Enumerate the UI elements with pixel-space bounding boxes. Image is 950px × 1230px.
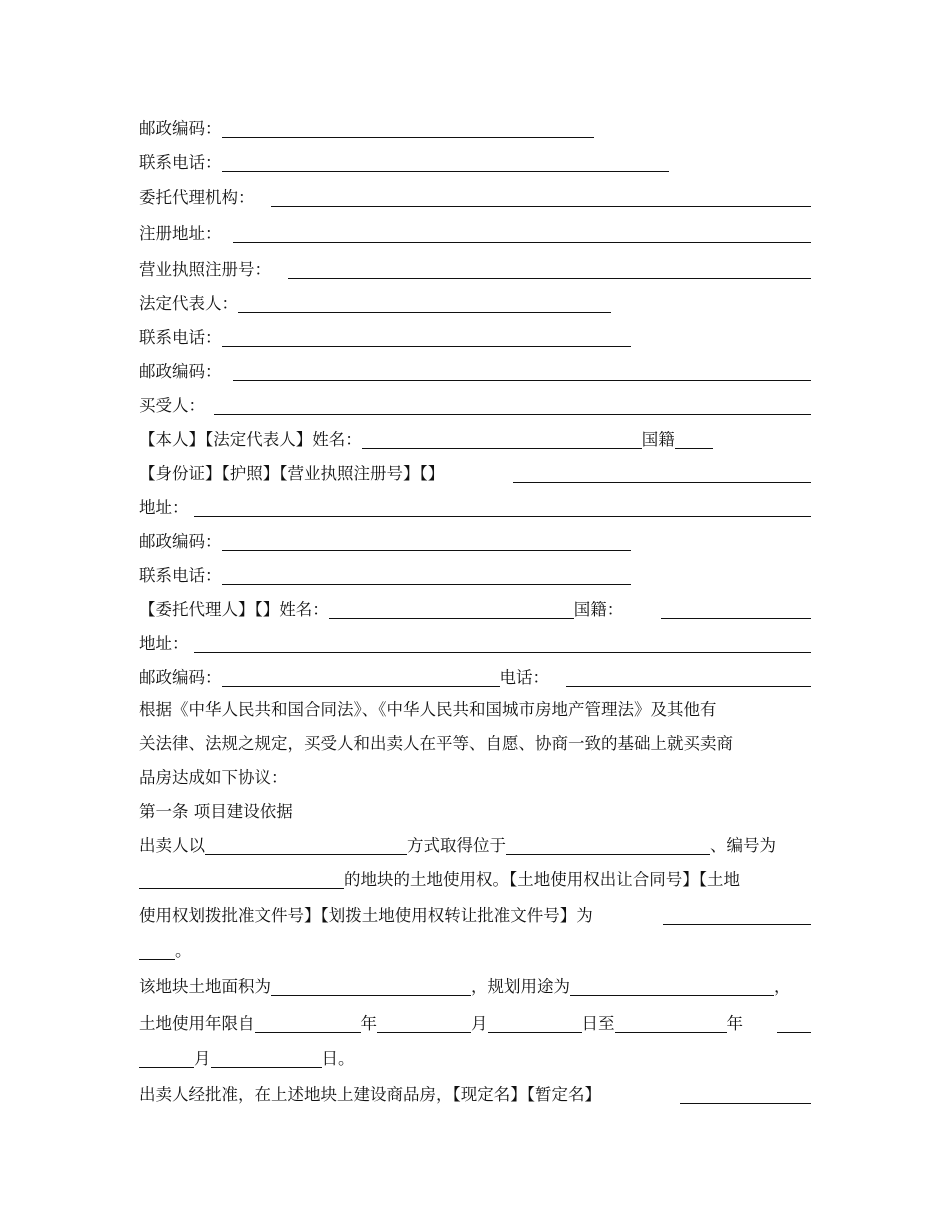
blank-field[interactable] xyxy=(570,977,774,996)
agent-line xyxy=(139,597,811,623)
blank-field[interactable] xyxy=(222,328,631,347)
id-type-line xyxy=(139,461,811,487)
blank-field[interactable] xyxy=(222,119,594,138)
blank-field[interactable] xyxy=(222,153,669,172)
label-license-number: 营业执照注册号： xyxy=(139,260,271,279)
label-address: 地址： xyxy=(139,634,189,653)
label-postal-code: 邮政编码： xyxy=(139,119,222,138)
blank-field[interactable] xyxy=(211,1049,322,1068)
article-text: 月 xyxy=(471,1014,488,1033)
article-text: 月 xyxy=(194,1049,211,1068)
blank-field[interactable] xyxy=(663,924,811,925)
postal-code-line-2 xyxy=(139,359,811,385)
article-text: 出卖人以 xyxy=(139,836,205,855)
article-heading xyxy=(139,799,811,825)
postal-code-line-1 xyxy=(139,116,811,142)
blank-field[interactable] xyxy=(271,977,471,996)
article-text: 年 xyxy=(726,1014,743,1033)
article-1-heading: 第一条 项目建设依据 xyxy=(139,802,293,821)
label-agency: 委托代理机构： xyxy=(139,188,255,207)
blank-field[interactable] xyxy=(566,686,811,687)
article-1-line-8 xyxy=(139,1082,811,1108)
buyer-name-line xyxy=(139,427,811,453)
blank-field[interactable] xyxy=(513,482,811,483)
preamble-line-3 xyxy=(139,765,811,791)
article-1-line-4 xyxy=(139,938,811,964)
article-text: 使用权划拨批准文件号】【划拨土地使用权转让批准文件号】为 xyxy=(139,906,593,925)
article-text: 年 xyxy=(360,1014,377,1033)
preamble-text: 关法律、法规之规定，买受人和出卖人在平等、自愿、协商一致的基础上就买卖商 xyxy=(139,734,733,753)
label-agent-name: 【委托代理人】【】姓名： xyxy=(139,600,329,619)
blank-field[interactable] xyxy=(139,1049,194,1068)
preamble-line-2 xyxy=(139,731,811,757)
label-phone: 联系电话： xyxy=(139,328,222,347)
label-nationality: 国籍： xyxy=(573,600,624,619)
blank-field[interactable] xyxy=(777,1032,811,1033)
blank-field[interactable] xyxy=(680,1103,811,1104)
blank-field[interactable] xyxy=(222,566,631,585)
label-buyer-name: 【本人】【法定代表人】姓名： xyxy=(139,430,362,449)
article-text: ，规划用途为 xyxy=(471,977,570,996)
blank-field[interactable] xyxy=(615,1014,727,1033)
article-1-line-2 xyxy=(139,867,811,893)
article-text: ， xyxy=(774,977,791,996)
article-text: 日至 xyxy=(581,1014,615,1033)
blank-field[interactable] xyxy=(139,941,175,960)
article-1-line-6 xyxy=(139,1011,811,1037)
blank-field[interactable] xyxy=(205,836,407,855)
registered-address-line xyxy=(139,221,811,247)
phone-line-2 xyxy=(139,325,811,351)
article-text: 日。 xyxy=(321,1049,355,1068)
preamble-line-1 xyxy=(139,697,811,723)
label-legal-representative: 法定代表人： xyxy=(139,294,238,313)
label-phone: 联系电话： xyxy=(139,153,222,172)
article-text: 土地使用年限自 xyxy=(139,1014,255,1033)
article-text: 的地块的土地使用权。【土地使用权出让合同号】【土地 xyxy=(344,870,740,889)
license-number-line xyxy=(139,257,811,283)
article-text: 出卖人经批准，在上述地块上建设商品房，【现定名】【暂定名】 xyxy=(139,1085,601,1104)
article-1-line-5 xyxy=(139,974,811,1000)
blank-field[interactable] xyxy=(214,414,811,415)
blank-field[interactable] xyxy=(222,668,500,687)
blank-field[interactable] xyxy=(271,206,811,207)
article-text: 、编号为 xyxy=(710,836,776,855)
blank-field[interactable] xyxy=(675,430,713,449)
blank-field[interactable] xyxy=(288,278,811,279)
postal-code-line-3 xyxy=(139,529,811,555)
article-1-line-7 xyxy=(139,1046,811,1072)
preamble-text: 根据《中华人民共和国合同法》、《中华人民共和国城市房地产管理法》及其他有 xyxy=(139,700,717,719)
blank-field[interactable] xyxy=(194,652,811,653)
label-buyer: 买受人： xyxy=(139,396,205,415)
blank-field[interactable] xyxy=(506,836,710,855)
label-phone: 联系电话： xyxy=(139,566,222,585)
blank-field[interactable] xyxy=(238,294,611,313)
article-text: 方式取得位于 xyxy=(407,836,506,855)
label-nationality: 国籍 xyxy=(641,430,675,449)
article-text: 。 xyxy=(175,941,192,960)
agency-line xyxy=(139,185,811,211)
blank-field[interactable] xyxy=(329,600,574,619)
label-postal-code: 邮政编码： xyxy=(139,532,222,551)
preamble-text: 品房达成如下协议： xyxy=(139,768,288,787)
address-line-2 xyxy=(139,631,811,657)
blank-field[interactable] xyxy=(488,1014,582,1033)
label-postal-code: 邮政编码： xyxy=(139,362,222,381)
buyer-line xyxy=(139,393,811,419)
blank-field[interactable] xyxy=(377,1014,471,1033)
blank-field[interactable] xyxy=(233,380,811,381)
blank-field[interactable] xyxy=(255,1014,361,1033)
article-text: 该地块土地面积为 xyxy=(139,977,271,996)
legal-rep-line xyxy=(139,291,811,317)
blank-field[interactable] xyxy=(194,516,811,517)
phone-line-1 xyxy=(139,150,811,176)
postal-phone-line xyxy=(139,665,811,691)
blank-field[interactable] xyxy=(233,242,811,243)
blank-field[interactable] xyxy=(222,532,631,551)
article-1-line-3 xyxy=(139,903,811,929)
article-1-line-1 xyxy=(139,833,811,859)
label-postal-code: 邮政编码： xyxy=(139,668,222,687)
label-id-types: 【身份证】【护照】【营业执照注册号】【】 xyxy=(139,464,445,483)
label-registered-address: 注册地址： xyxy=(139,224,222,243)
blank-field[interactable] xyxy=(139,870,344,889)
phone-line-3 xyxy=(139,563,811,589)
address-line-1 xyxy=(139,495,811,521)
label-address: 地址： xyxy=(139,498,189,517)
blank-field[interactable] xyxy=(661,618,811,619)
label-phone: 电话： xyxy=(499,668,549,687)
blank-field[interactable] xyxy=(362,430,642,449)
